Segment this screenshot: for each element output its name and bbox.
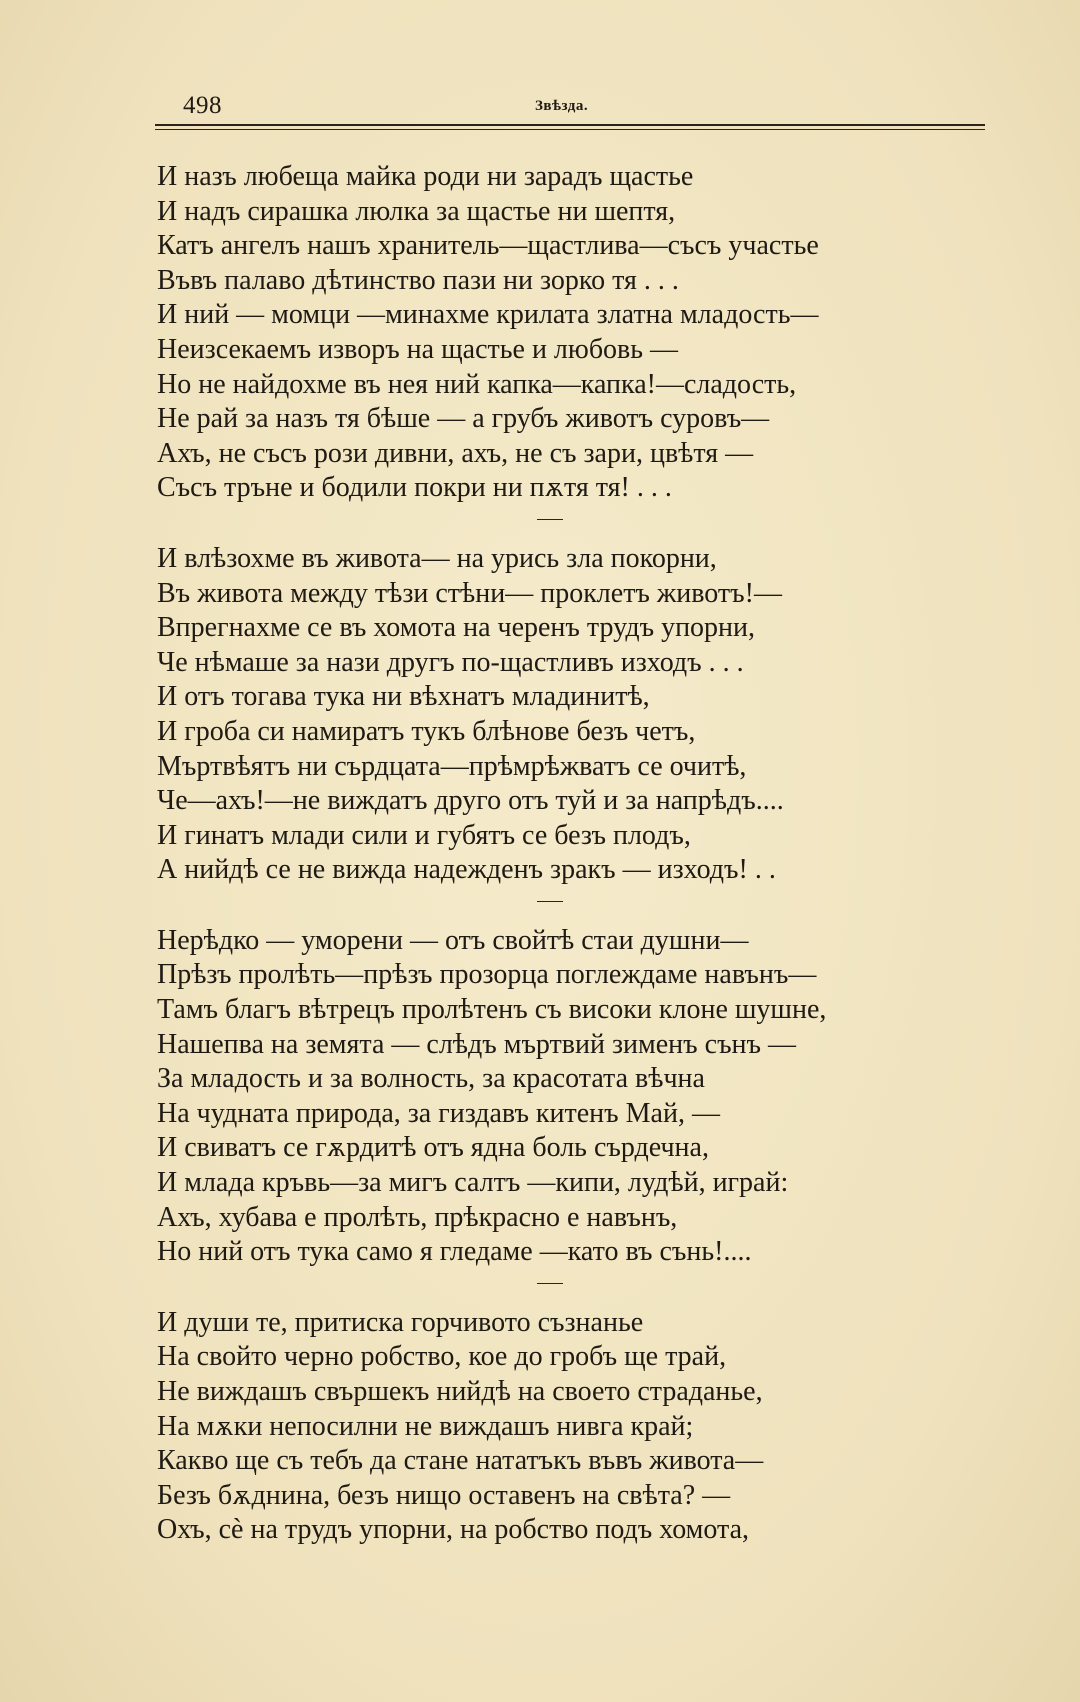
verse-line: Прѣзъ пролѣть—прѣзъ прозорца поглеждаме навънъ— xyxy=(157,959,817,991)
verse-line: Нашепва на земята — слѣдъ мъртвий зименъ сънъ — xyxy=(157,1028,797,1060)
verse-line: И млада кръвь—за мигъ салтъ —кипи, лудѣй, играй: xyxy=(157,1167,789,1199)
stanza xyxy=(157,542,997,888)
header-rule-thick xyxy=(155,124,985,126)
verse-line: Впрегнахме се въ хомота на черенъ трудъ упорни, xyxy=(157,612,756,644)
verse-line: И ний — момци —минахме крилата златна младость— xyxy=(157,299,819,331)
verse-line: А нийдѣ се не вижда надежденъ зракъ — изходъ! . . xyxy=(157,854,776,886)
stanza-separator xyxy=(157,888,997,924)
header-rule-thin xyxy=(155,129,985,130)
verse-line: Въвъ палаво дѣтинство пази ни зорко тя . . . xyxy=(157,264,679,296)
verse-line: И надъ сирашка люлка за щастье ни шептя, xyxy=(157,195,676,227)
verse-line: На чудната природа, за гиздавъ китенъ Май, — xyxy=(157,1097,720,1129)
page-number: 498 xyxy=(183,92,222,119)
stanza xyxy=(157,924,997,1270)
verse-line: Че нѣмаше за нази другъ по-щастливъ изходъ . . . xyxy=(157,646,744,678)
poem-body xyxy=(157,160,997,1548)
stanza xyxy=(157,1306,997,1548)
verse-line: Неизсекаемъ изворъ на щастье и любовь — xyxy=(157,333,679,365)
verse-line: Че—ахъ!—не виждатъ друго отъ туй и за напрѣдъ.... xyxy=(157,785,784,817)
verse-line: Нерѣдко — уморени — отъ свойтѣ стаи душни— xyxy=(157,924,749,956)
verse-line: Не виждашъ свършекъ нийдѣ на своето страданье, xyxy=(157,1376,763,1407)
stanza-separator xyxy=(157,1270,997,1306)
stanza xyxy=(157,160,997,506)
verse-line: Но ний отъ тука само я гледаме —като въ сънь!.... xyxy=(157,1236,752,1268)
verse-line: На свойто черно робство, кое до гробъ ще трай, xyxy=(157,1341,727,1373)
verse-line: Безъ бѫднина, безъ нищо оставенъ на свѣта? — xyxy=(157,1479,731,1511)
verse-line: И отъ тогава тука ни вѣхнатъ младинитѣ, xyxy=(157,681,650,713)
verse-line: Съсъ трънe и бодили покри ни пѫтя тя! . . . xyxy=(157,472,672,504)
page-header xyxy=(155,92,985,122)
verse-line: И свиватъ се гѫрдитѣ отъ ядна боль сърдечна, xyxy=(157,1132,709,1164)
running-title: Звѣзда. xyxy=(535,98,589,114)
verse-line: Ахъ, хубава е пролѣть, прѣкрасно е навънъ, xyxy=(157,1201,678,1233)
verse-line: Катъ ангелъ нашъ хранитель—щастлива—съсъ участье xyxy=(157,230,819,262)
verse-line: За младость и за волность, за красотата вѣчна xyxy=(157,1063,705,1095)
verse-line: На мѫки непосилни не виждашъ нивга край; xyxy=(157,1410,694,1442)
verse-line: Мъртвѣятъ ни сърдцата—прѣмрѣжватъ се очитѣ, xyxy=(157,750,747,782)
verse-line: И гинатъ млади сили и губятъ се безъ плодъ, xyxy=(157,819,691,851)
verse-line: Не рай за назъ тя бѣше — а грубъ животъ суровъ— xyxy=(157,403,770,435)
verse-line: Въ живота между тѣзи стѣни— проклетъ животъ!— xyxy=(157,577,782,609)
verse-line: Но не найдохме въ нея ний капка—капка!—сладость, xyxy=(157,368,797,400)
verse-line: И влѣзохме въ живота— на урись зла покорни, xyxy=(157,542,717,574)
verse-line: И назъ любеща майка роди ни зарадъ щастье xyxy=(157,161,694,192)
verse-line: Тамъ благъ вѣтрецъ пролѣтенъ съ високи клоне шушне, xyxy=(157,994,827,1026)
verse-line: Охъ, сѐ на трудъ упорни, на робство подъ хомота, xyxy=(157,1514,750,1546)
verse-line: И души те, притиска горчивото съзнанье xyxy=(157,1306,644,1338)
stanza-separator xyxy=(157,506,997,542)
verse-line: Какво ще съ тебъ да стане нататъкъ въвъ живота— xyxy=(157,1445,764,1477)
verse-line: Ахъ, не съсъ рози дивни, ахъ, не съ зари, цвѣтя — xyxy=(157,437,754,469)
verse-line: И гроба си намиратъ тукъ блѣнове безъ четъ, xyxy=(157,715,696,747)
